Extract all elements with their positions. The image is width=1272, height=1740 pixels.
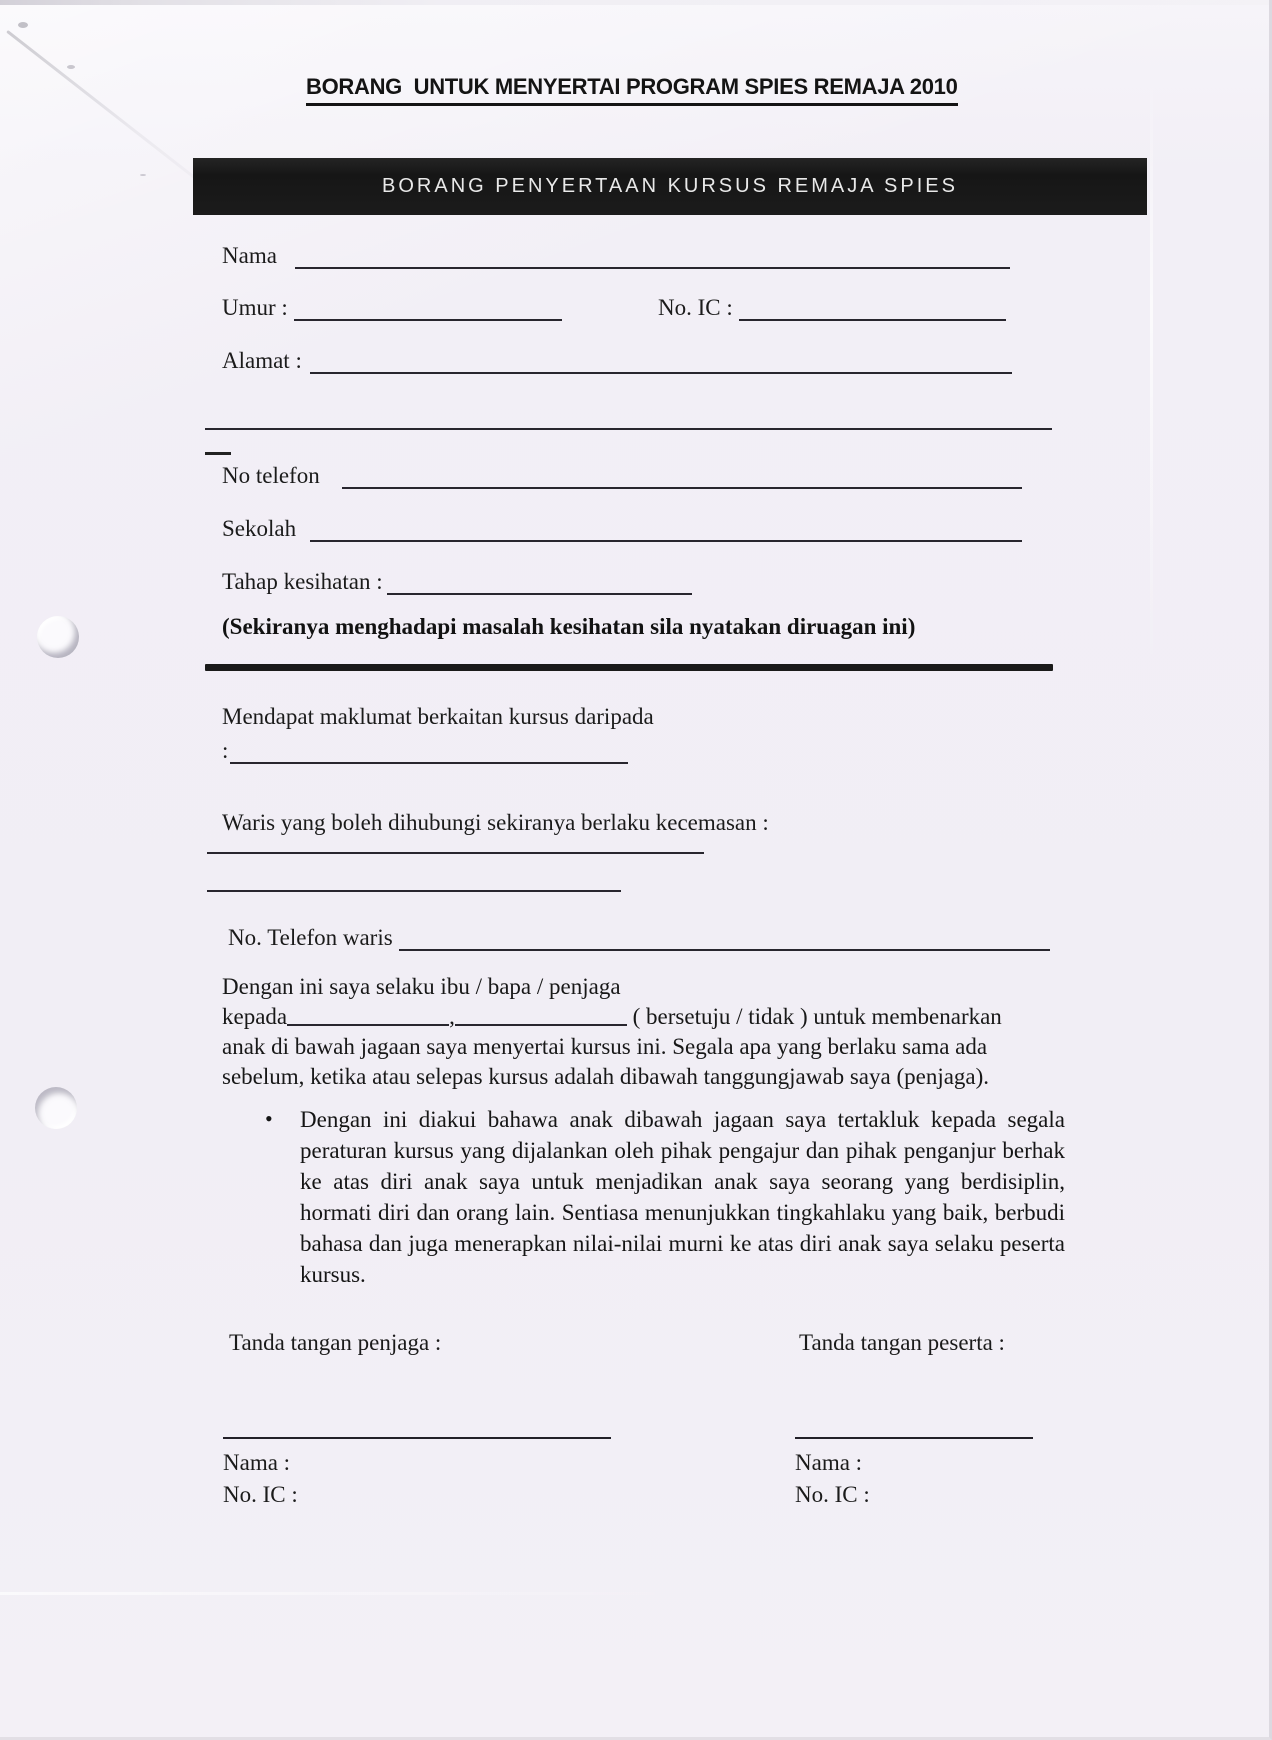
no-ic-label: No. IC :: [658, 295, 733, 320]
paper-crease: [1150, 70, 1153, 670]
maklumat-colon: :: [222, 738, 229, 763]
guardian-no-ic-label: No. IC :: [223, 1482, 298, 1507]
alamat-input-line[interactable]: [310, 343, 1012, 374]
guardian-nama-label: Nama :: [223, 1450, 291, 1475]
consent-paragraph: [222, 972, 1067, 1092]
participant-signature-line[interactable]: [795, 1437, 1033, 1439]
no-telefon-label: No telefon: [222, 463, 320, 488]
stray-mark: [205, 452, 231, 455]
page-title: BORANG UNTUK MENYERTAI PROGRAM SPIES REMAJA 2010: [306, 74, 958, 106]
rules-clause-text: Dengan ini diakui bahawa anak dibawah jagaan saya tertakluk kepada segala peraturan kursus yang dijalankan oleh pihak pengajur dan pihak penganjur berhak ke atas diri anak saya untuk menjadikan anak saya seorang yang berdisiplin, hormati diri dan orang lain. Sentiasa menunjukkan tingkahlaku yang baik, berbudi bahasa dan juga menerapkan nilai-nilai murni ke atas diri anak saya selaku peserta kursus.: [300, 1107, 1065, 1287]
kepada-input-line-1[interactable]: [287, 1004, 449, 1026]
participant-nama-label: Nama :: [795, 1450, 863, 1475]
participant-no-ic-label: No. IC :: [795, 1482, 870, 1507]
umur-input-line[interactable]: [294, 290, 562, 321]
kepada-input-line-2[interactable]: [455, 1004, 627, 1026]
maklumat-input-line[interactable]: [230, 733, 628, 764]
alamat-row: [222, 343, 1012, 374]
tahap-kesihatan-label: Tahap kesihatan :: [222, 569, 383, 594]
alamat-label: Alamat :: [222, 348, 302, 373]
kepada-label: kepada: [222, 1004, 288, 1029]
guardian-signature-label: Tanda tangan penjaga :: [229, 1330, 442, 1355]
consent-kepada-line: [222, 1002, 1067, 1032]
nama-input-line[interactable]: [295, 238, 1010, 269]
sekolah-label: Sekolah: [222, 516, 297, 541]
maklumat-row: [222, 733, 628, 764]
sekolah-input-line[interactable]: [310, 511, 1022, 542]
punch-hole: [37, 616, 79, 658]
punch-hole: [35, 1087, 77, 1129]
banner: [193, 158, 1147, 215]
paper-speckles: [18, 22, 28, 28]
paper-crease: [0, 1592, 700, 1595]
tahap-kesihatan-input-line[interactable]: [387, 564, 692, 595]
no-telefon-input-line[interactable]: [342, 458, 1022, 489]
section-divider: [205, 664, 1053, 671]
kepada-separator: ,: [449, 1004, 455, 1029]
banner-title: BORANG PENYERTAAN KURSUS REMAJA SPIES: [382, 175, 958, 197]
no-telefon-row: [222, 458, 1022, 489]
nama-row: [222, 238, 1010, 269]
umur-label: Umur :: [222, 295, 288, 320]
scanner-edge: [0, 0, 1269, 5]
consent-intro: Dengan ini saya selaku ibu / bapa / penjaga: [222, 974, 621, 999]
bullet-icon: •: [265, 1106, 273, 1131]
nama-label: Nama: [222, 243, 277, 268]
rules-clause: [265, 1104, 1065, 1290]
waris-input-line-1[interactable]: [207, 852, 704, 854]
waris-label: Waris yang boleh dihubungi sekiranya berlaku kecemasan :: [222, 810, 769, 835]
umur-row: [222, 290, 562, 321]
consent-body-1: anak di bawah jagaan saya menyertai kursus ini. Segala apa yang berlaku sama ada: [222, 1034, 988, 1059]
participant-signature-label: Tanda tangan peserta :: [799, 1330, 1005, 1355]
health-note: (Sekiranya menghadapi masalah kesihatan sila nyatakan diruagan ini): [222, 614, 916, 639]
tahap-kesihatan-row: [222, 564, 692, 595]
waris-input-line-2[interactable]: [207, 890, 621, 892]
telefon-waris-row: [228, 920, 1050, 951]
telefon-waris-input-line[interactable]: [399, 920, 1050, 951]
sekolah-row: [222, 511, 1022, 542]
no-ic-row: [658, 290, 1006, 321]
no-ic-input-line[interactable]: [739, 290, 1006, 321]
telefon-waris-label: No. Telefon waris: [228, 925, 393, 950]
maklumat-label: Mendapat maklumat berkaitan kursus daripada: [222, 704, 654, 729]
alamat-input-line-2[interactable]: [205, 428, 1052, 430]
guardian-signature-line[interactable]: [223, 1437, 611, 1439]
consent-agreement-text: ( bersetuju / tidak ) untuk membenarkan: [626, 1004, 1002, 1029]
consent-body-2: sebelum, ketika atau selepas kursus adalah dibawah tanggungjawab saya (penjaga).: [222, 1064, 990, 1089]
